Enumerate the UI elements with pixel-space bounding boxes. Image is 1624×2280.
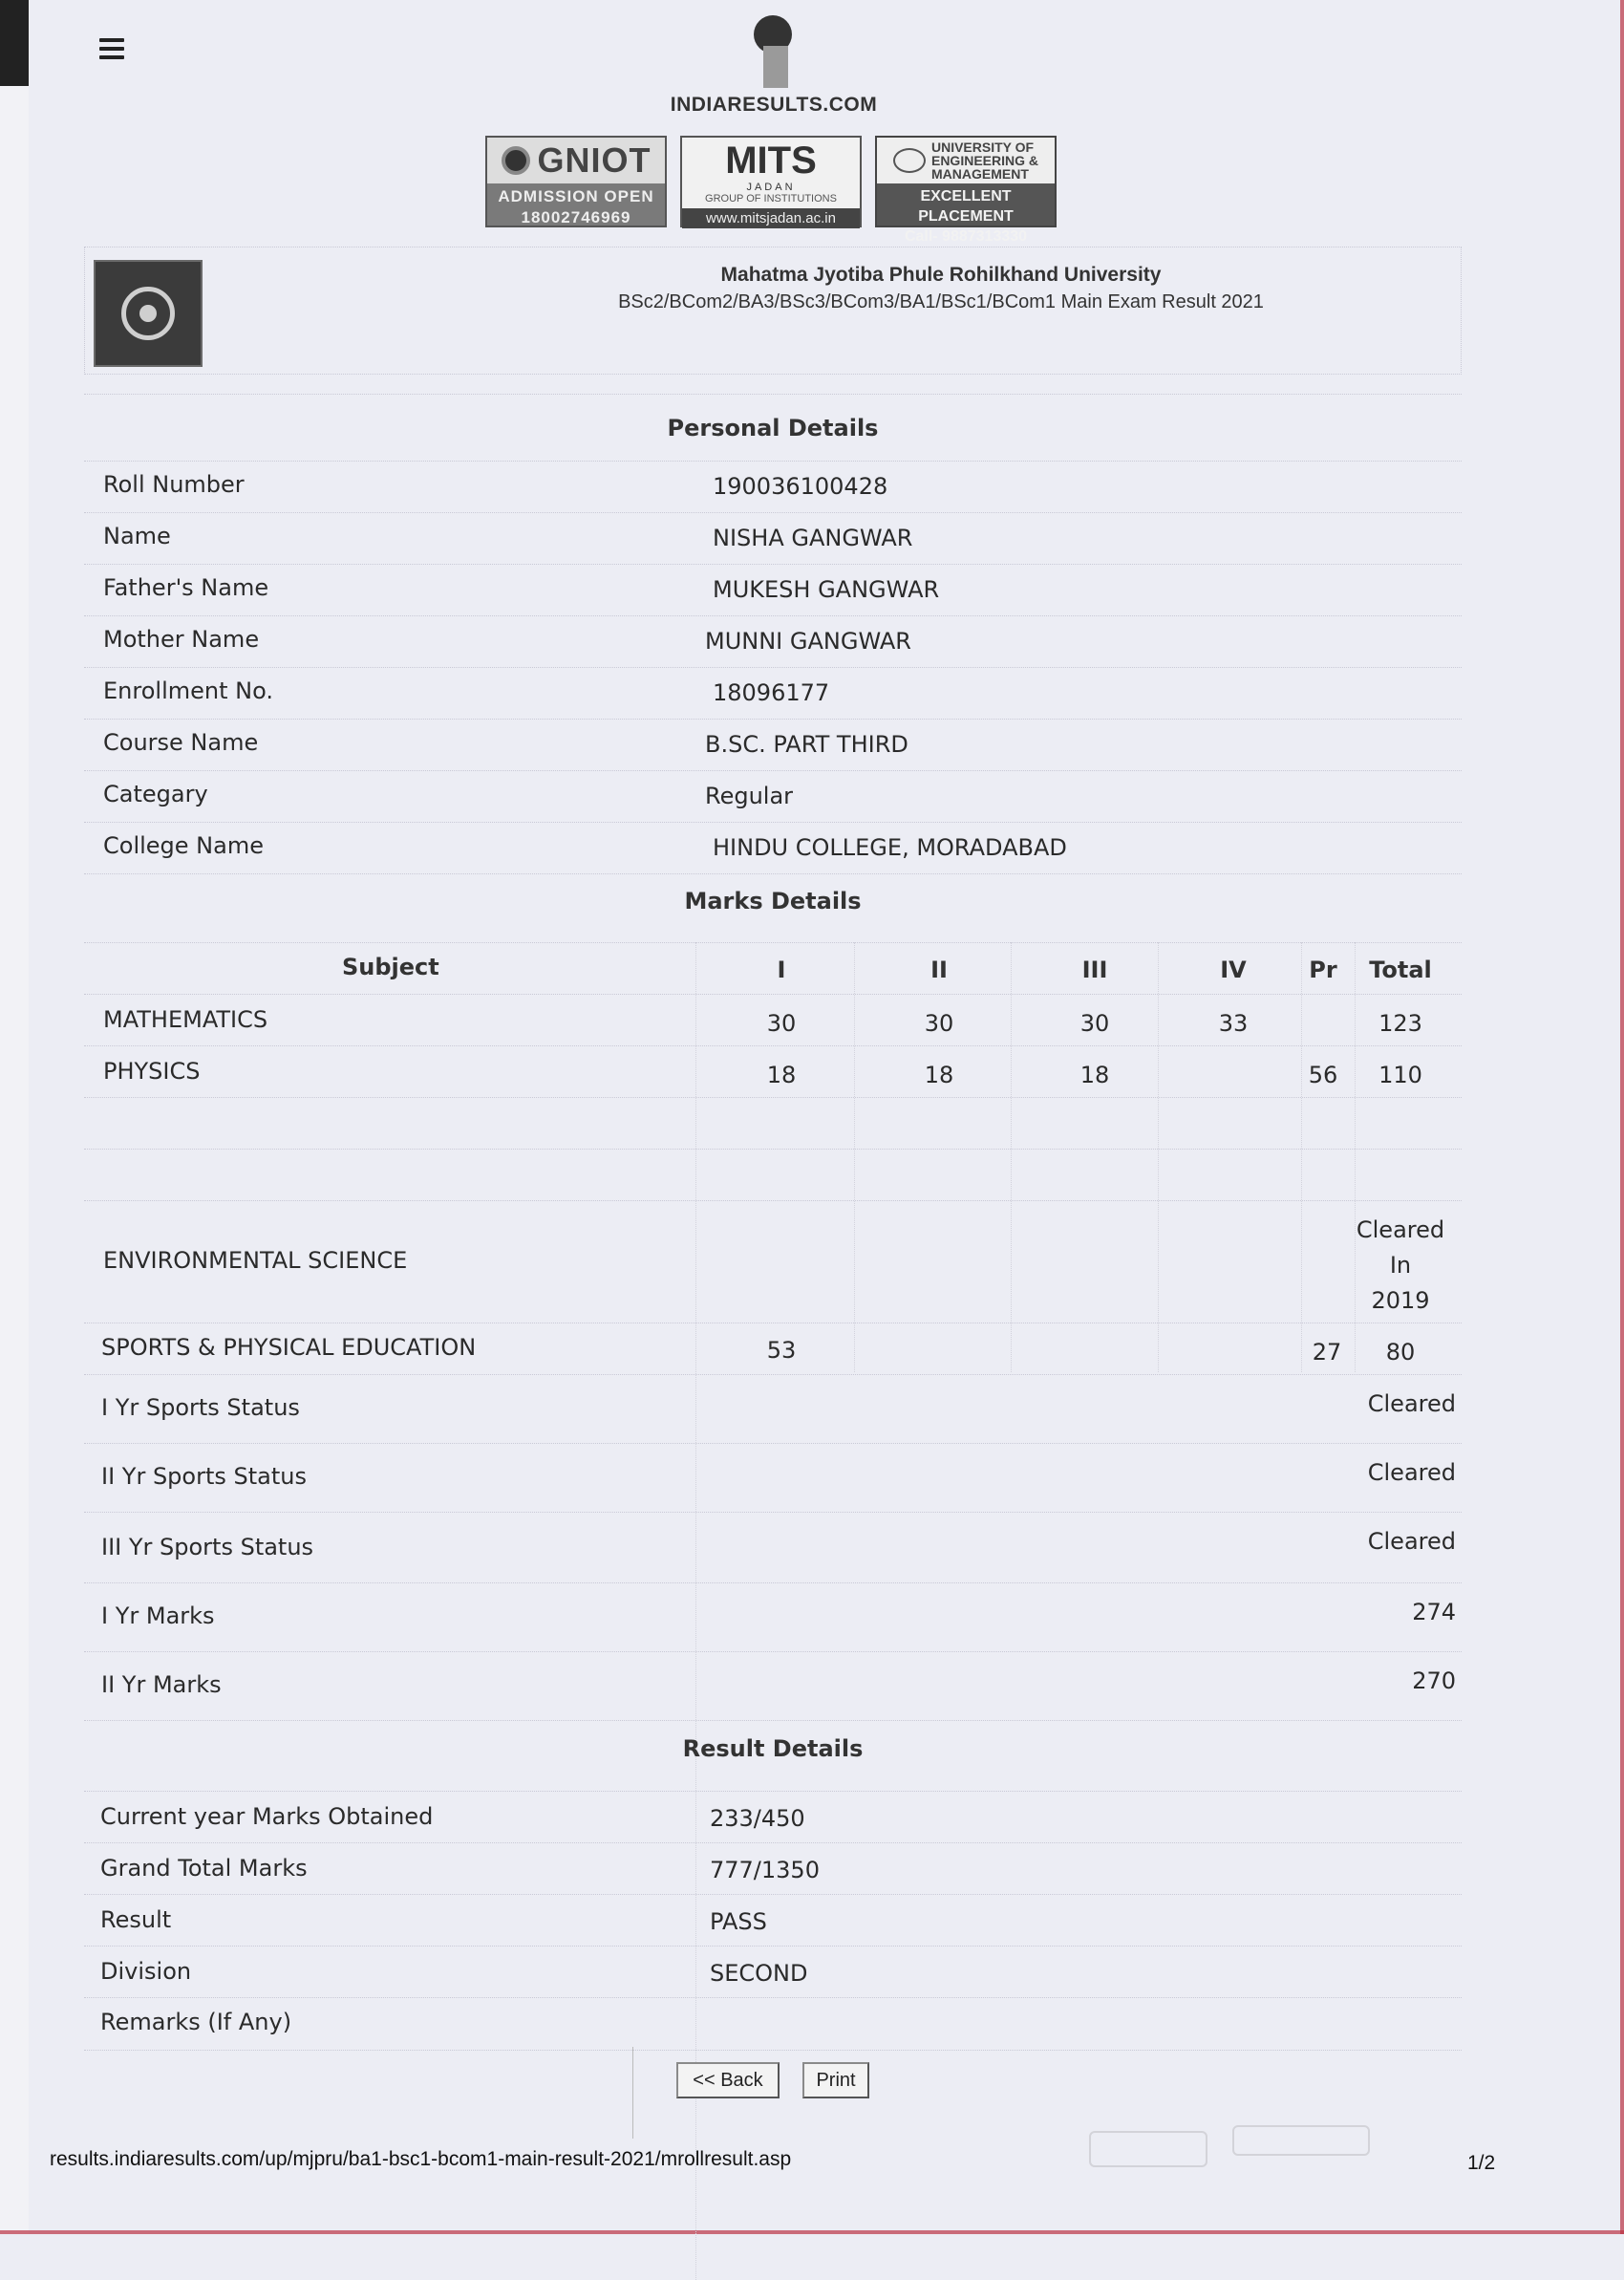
- marks-row: [84, 1045, 1462, 1098]
- ad-url: www.mitsjadan.ac.in: [682, 208, 860, 228]
- mark-pr: 56: [1308, 1062, 1338, 1088]
- page-number: 1/2: [1467, 2152, 1496, 2174]
- col-header-i: I: [777, 957, 786, 983]
- subject-name: MATHEMATICS: [103, 1006, 268, 1033]
- result-row: [84, 1791, 1462, 1843]
- subject-name: SPORTS & PHYSICAL EDUCATION: [101, 1334, 477, 1361]
- scan-left-edge: [0, 0, 29, 2234]
- marks-row-empty: [84, 1149, 1462, 1201]
- button-divider: [632, 2047, 633, 2139]
- result-label: Result: [100, 1906, 172, 1933]
- status-label: II Yr Marks: [101, 1671, 222, 1698]
- status-value: Cleared: [1367, 1528, 1456, 1555]
- mark-iv: 33: [1218, 1010, 1249, 1037]
- field-label: Roll Number: [103, 471, 245, 498]
- print-button[interactable]: Print: [802, 2062, 869, 2098]
- result-label: Remarks (If Any): [100, 2009, 292, 2035]
- status-row: [84, 1374, 1462, 1444]
- ad-banner-gniot[interactable]: [485, 136, 667, 227]
- ad-brand: MITS: [725, 140, 817, 182]
- exam-name: BSc2/BCom2/BA3/BSc3/BCom3/BA1/BSc1/BCom1 Main Exam Result 2021: [618, 291, 1264, 312]
- mark-pr: 27: [1312, 1339, 1342, 1366]
- marks-row: [84, 1200, 1462, 1323]
- result-row: [84, 1997, 1462, 2051]
- personal-row: [84, 512, 1462, 565]
- result-details-heading: Result Details: [84, 1720, 1462, 1791]
- field-value: 190036100428: [713, 473, 888, 500]
- personal-row: [84, 564, 1462, 616]
- result-label: Current year Marks Obtained: [100, 1803, 434, 1830]
- mark-total: 110: [1378, 1062, 1422, 1088]
- marks-header-row: [84, 942, 1462, 995]
- ad-sub: JADAN: [746, 182, 796, 193]
- indiaresults-logo-icon: [752, 10, 796, 84]
- mark-total: 80: [1385, 1339, 1416, 1366]
- col-header-ii: II: [930, 957, 948, 983]
- result-label: Division: [100, 1958, 192, 1985]
- total-line: 2019: [1371, 1287, 1430, 1314]
- marks-row: [84, 1323, 1462, 1375]
- status-row: [84, 1582, 1462, 1652]
- ad-phone: 18002746969: [521, 208, 631, 226]
- result-value: PASS: [710, 1908, 767, 1935]
- personal-row: [84, 667, 1462, 720]
- marks-row: [84, 994, 1462, 1046]
- result-value: SECOND: [710, 1960, 808, 1987]
- site-wordmark: INDIARESULTS.COM: [670, 94, 878, 116]
- personal-row: [84, 719, 1462, 771]
- hamburger-menu-icon[interactable]: [99, 38, 124, 59]
- col-header-iii: III: [1081, 957, 1108, 983]
- ad-line: EXCELLENT PLACEMENT: [918, 188, 1014, 225]
- col-header-iv: IV: [1220, 957, 1247, 983]
- mark-i: 53: [766, 1337, 797, 1364]
- field-value: B.SC. PART THIRD: [705, 731, 908, 758]
- total-line: Cleared: [1356, 1216, 1445, 1243]
- faded-stamp-mark: [1079, 2121, 1385, 2188]
- status-value: Cleared: [1367, 1390, 1456, 1417]
- marks-row-empty: [84, 1097, 1462, 1150]
- field-label: Name: [103, 523, 171, 549]
- subject-name: ENVIRONMENTAL SCIENCE: [103, 1247, 408, 1274]
- mark-iii: 18: [1079, 1062, 1110, 1088]
- field-label: College Name: [103, 832, 264, 859]
- personal-row: [84, 615, 1462, 668]
- status-label: I Yr Sports Status: [101, 1394, 300, 1421]
- university-title-block: [535, 262, 1347, 315]
- ad-banner-uem[interactable]: [875, 136, 1057, 245]
- ad-brand-line: ENGINEERING &: [930, 153, 1038, 168]
- result-row: [84, 1842, 1462, 1895]
- uem-logo-icon: [893, 148, 926, 173]
- result-value: 777/1350: [710, 1857, 820, 1883]
- col-header-total: Total: [1369, 957, 1432, 983]
- status-label: II Yr Sports Status: [101, 1463, 307, 1490]
- status-value: Cleared: [1367, 1459, 1456, 1486]
- field-label: Mother Name: [103, 626, 260, 653]
- university-name: Mahatma Jyotiba Phule Rohilkhand University: [720, 264, 1162, 286]
- field-label: Categary: [103, 781, 208, 807]
- field-value: NISHA GANGWAR: [713, 525, 913, 551]
- col-header-pr: Pr: [1309, 957, 1337, 983]
- personal-row: [84, 461, 1462, 513]
- personal-details-heading: Personal Details: [84, 394, 1462, 461]
- ad-brand-line: UNIVERSITY OF: [930, 140, 1035, 155]
- status-row: [84, 1651, 1462, 1721]
- site-logo[interactable]: [669, 10, 879, 117]
- subject-name: PHYSICS: [103, 1058, 201, 1085]
- status-row: [84, 1512, 1462, 1583]
- ad-brand: GNIOT: [537, 140, 652, 180]
- status-value: 270: [1412, 1667, 1456, 1694]
- mark-total: [1355, 1213, 1446, 1319]
- mark-iii: 30: [1079, 1010, 1110, 1037]
- field-value: MUNNI GANGWAR: [705, 628, 911, 655]
- ad-phone: Call- 9887313330: [904, 228, 1028, 245]
- result-row: [84, 1946, 1462, 1998]
- result-label: Grand Total Marks: [100, 1855, 308, 1882]
- personal-row: [84, 822, 1462, 874]
- ad-brand-line: MANAGEMENT: [930, 166, 1029, 182]
- mark-ii: 18: [924, 1062, 954, 1088]
- page-url-footer: results.indiaresults.com/up/mjpru/ba1-bsc1-bcom1-main-result-2021/mrollresult.asp: [50, 2148, 792, 2170]
- mark-i: 30: [766, 1010, 797, 1037]
- field-label: Father's Name: [103, 574, 269, 601]
- gniot-logo-icon: [502, 146, 530, 175]
- field-label: Course Name: [103, 729, 259, 756]
- result-value: 233/450: [710, 1805, 805, 1832]
- field-label: Enrollment No.: [103, 678, 273, 704]
- status-value: 274: [1412, 1599, 1456, 1625]
- mark-ii: 30: [924, 1010, 954, 1037]
- ad-line: ADMISSION OPEN: [498, 187, 654, 205]
- field-value: 18096177: [713, 679, 830, 706]
- field-value: MUKESH GANGWAR: [713, 576, 940, 603]
- status-row: [84, 1443, 1462, 1513]
- ad-tagline: GROUP OF INSTITUTIONS: [705, 193, 837, 204]
- mark-total: 123: [1378, 1010, 1422, 1037]
- field-value: Regular: [705, 783, 794, 809]
- field-value: HINDU COLLEGE, MORADABAD: [713, 834, 1067, 861]
- scan-right-edge: [1620, 0, 1624, 2234]
- status-label: III Yr Sports Status: [101, 1534, 314, 1560]
- col-header-subject: Subject: [342, 954, 439, 980]
- total-line: In: [1389, 1252, 1412, 1279]
- status-label: I Yr Marks: [101, 1602, 215, 1629]
- back-button[interactable]: << Back: [676, 2062, 780, 2098]
- ad-banner-mits[interactable]: [680, 136, 862, 227]
- marks-details-heading: Marks Details: [84, 873, 1462, 942]
- scan-bottom-edge: [0, 2230, 1624, 2234]
- result-row: [84, 1894, 1462, 1947]
- personal-row: [84, 770, 1462, 823]
- university-seal-icon: [94, 260, 203, 367]
- mark-i: 18: [766, 1062, 797, 1088]
